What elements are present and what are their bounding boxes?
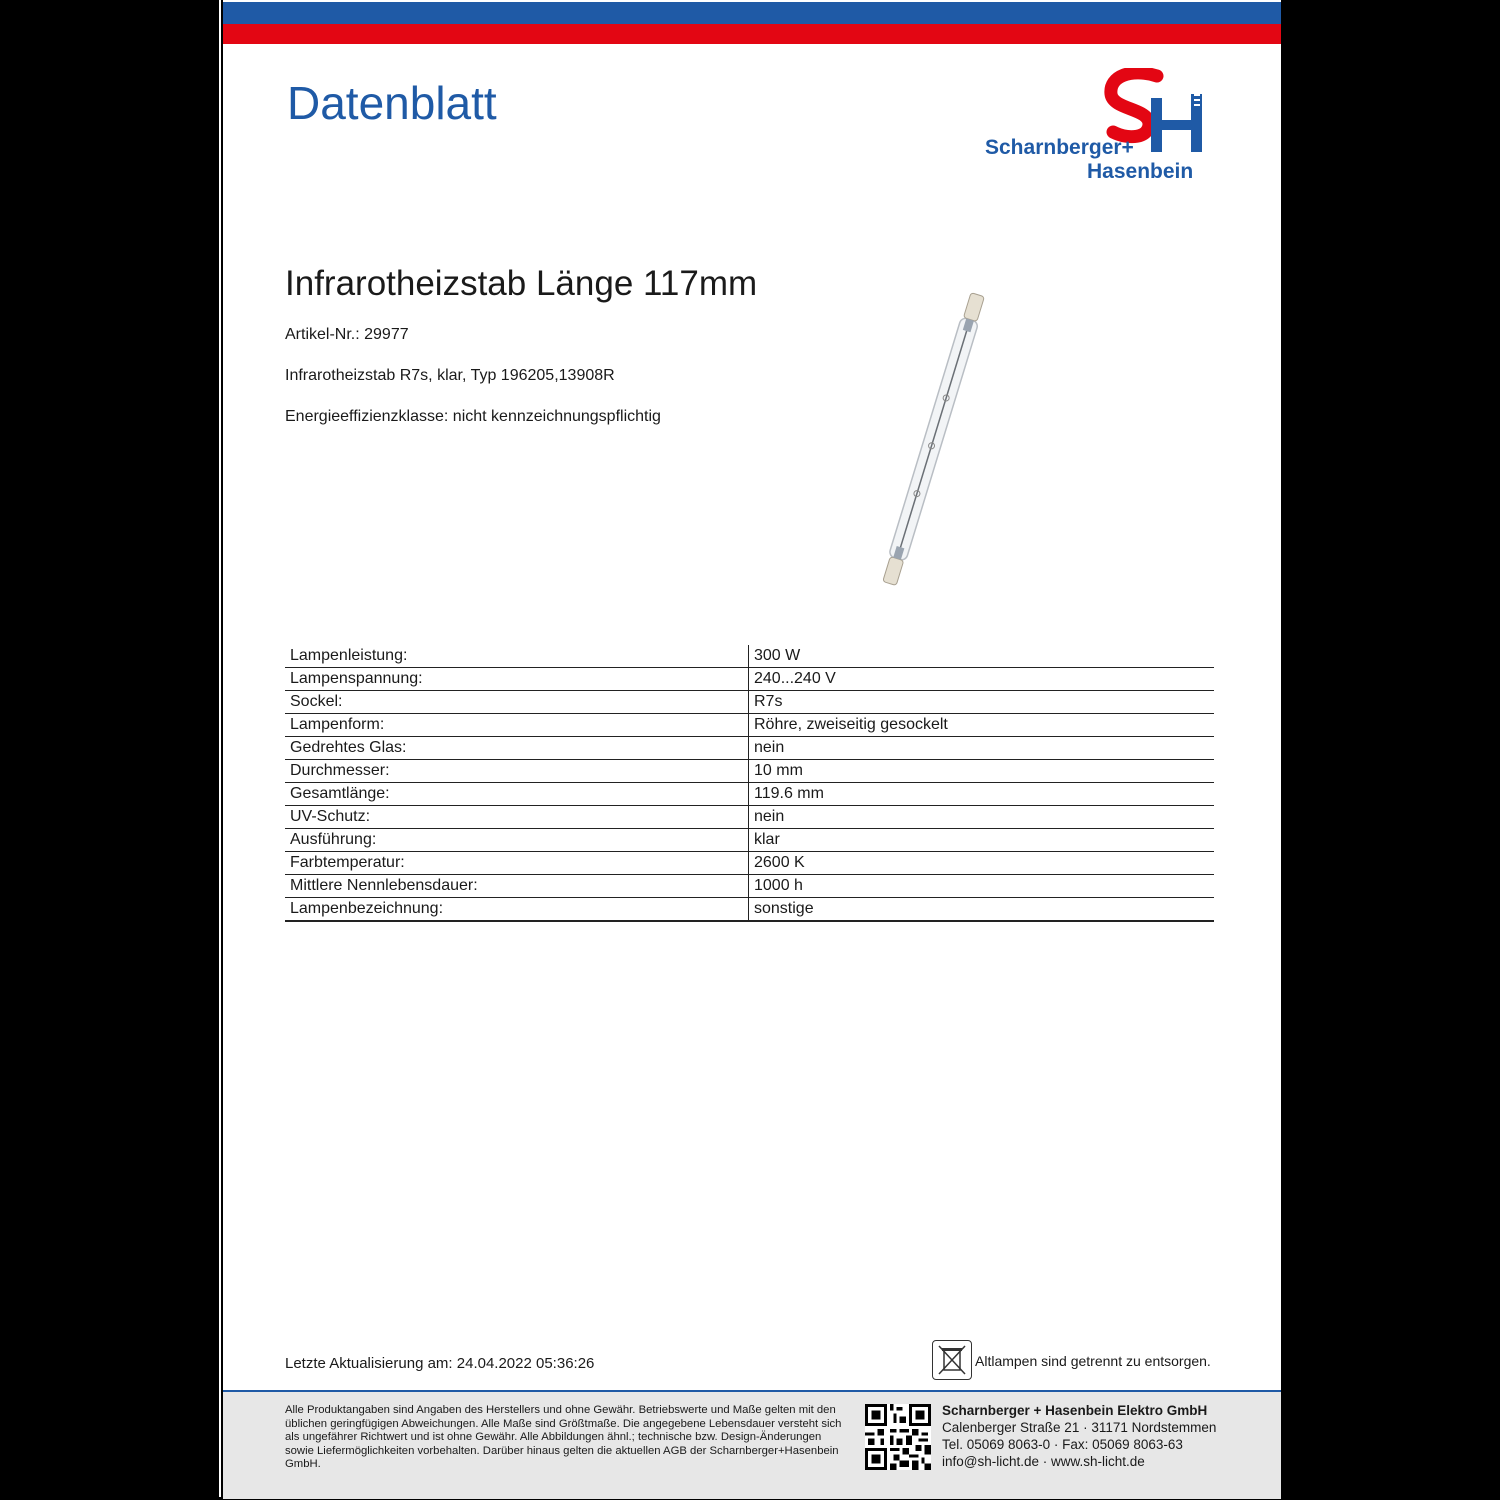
table-row — [285, 714, 1214, 737]
company-logo — [981, 68, 1231, 188]
spec-value: sonstige — [749, 898, 1215, 922]
spec-value: nein — [749, 737, 1215, 760]
spec-value: 300 W — [749, 645, 1215, 668]
legal-notice: Alle Produktangaben sind Angaben des Herstellers und ohne Gewähr. Betriebswerte und Maße gelten mit den üblichen geringfügigen Abweichungen. Alle Maße sind Größtmaße. Die angegebene Lebensdauer versteht sich als ungefährer Richtwert und ist ohne Gewähr. Alle Abbildungen ähnl.; technische bzw. Design-Änderungen sowie Liefermöglichkeiten vorbehalten. Darüber hinaus gelten die aktuellen AGB der Scharnberger+Hasenbein GmbH. — [285, 1404, 842, 1471]
spec-label: Lampenbezeichnung: — [285, 898, 749, 922]
spec-label: Durchmesser: — [285, 760, 749, 783]
spec-value: R7s — [749, 691, 1215, 714]
page-title: Datenblatt — [287, 77, 497, 129]
datasheet-page — [221, 0, 1283, 1497]
footer — [223, 1390, 1281, 1499]
table-row — [285, 829, 1214, 852]
spec-value: nein — [749, 806, 1215, 829]
spec-label: Lampenspannung: — [285, 668, 749, 691]
company-address: Calenberger Straße 21 · 31171 Nordstemmen — [942, 1420, 1217, 1435]
spec-label: Mittlere Nennlebensdauer: — [285, 875, 749, 898]
company-phone: Tel. 05069 8063-0 · Fax: 05069 8063-63 — [942, 1437, 1183, 1452]
spec-value: 10 mm — [749, 760, 1215, 783]
spec-value: klar — [749, 829, 1215, 852]
spec-value: 119.6 mm — [749, 783, 1215, 806]
spec-label: Farbtemperatur: — [285, 852, 749, 875]
company-info — [942, 1402, 1216, 1470]
table-row — [285, 806, 1214, 829]
logo-text-line2: Hasenbein — [1087, 160, 1194, 183]
table-row — [285, 668, 1214, 691]
last-update: Letzte Aktualisierung am: 24.04.2022 05:36:26 — [285, 1355, 595, 1372]
spec-value: Röhre, zweiseitig gesockelt — [749, 714, 1215, 737]
spec-value: 240...240 V — [749, 668, 1215, 691]
qr-code-icon — [865, 1404, 931, 1470]
spec-label: Sockel: — [285, 691, 749, 714]
table-row — [285, 645, 1214, 668]
weee-disposal-icon — [932, 1340, 972, 1380]
spec-label: Lampenform: — [285, 714, 749, 737]
header-stripe-blue — [223, 2, 1281, 24]
table-row — [285, 875, 1214, 898]
company-web[interactable]: info@sh-licht.de · www.sh-licht.de — [942, 1454, 1145, 1469]
spec-label: UV-Schutz: — [285, 806, 749, 829]
spec-value: 2600 K — [749, 852, 1215, 875]
specs-table — [285, 645, 1214, 922]
spec-label: Ausführung: — [285, 829, 749, 852]
spec-label: Lampenleistung: — [285, 645, 749, 668]
product-title: Infrarotheizstab Länge 117mm — [285, 264, 758, 303]
table-row — [285, 852, 1214, 875]
logo-text-line1: Scharnberger+ — [985, 136, 1134, 159]
product-description: Infrarotheizstab R7s, klar, Typ 196205,13908R — [285, 367, 615, 384]
spec-value: 1000 h — [749, 875, 1215, 898]
page-border-right — [1281, 0, 1500, 1500]
energy-class: Energieeffizienzklasse: nicht kennzeichnungspflichtig — [285, 408, 661, 425]
table-row — [285, 783, 1214, 806]
article-number: Artikel-Nr.: 29977 — [285, 326, 409, 343]
table-row — [285, 760, 1214, 783]
disposal-note: Altlampen sind getrennt zu entsorgen. — [975, 1353, 1211, 1369]
spec-label: Gedrehtes Glas: — [285, 737, 749, 760]
spec-label: Gesamtlänge: — [285, 783, 749, 806]
header-stripe-red — [223, 24, 1281, 44]
company-name: Scharnberger + Hasenbein Elektro GmbH — [942, 1403, 1208, 1418]
table-row — [285, 737, 1214, 760]
table-row — [285, 898, 1214, 922]
product-image-heating-rod — [803, 286, 1063, 596]
table-row — [285, 691, 1214, 714]
page-border-left — [0, 0, 219, 1500]
